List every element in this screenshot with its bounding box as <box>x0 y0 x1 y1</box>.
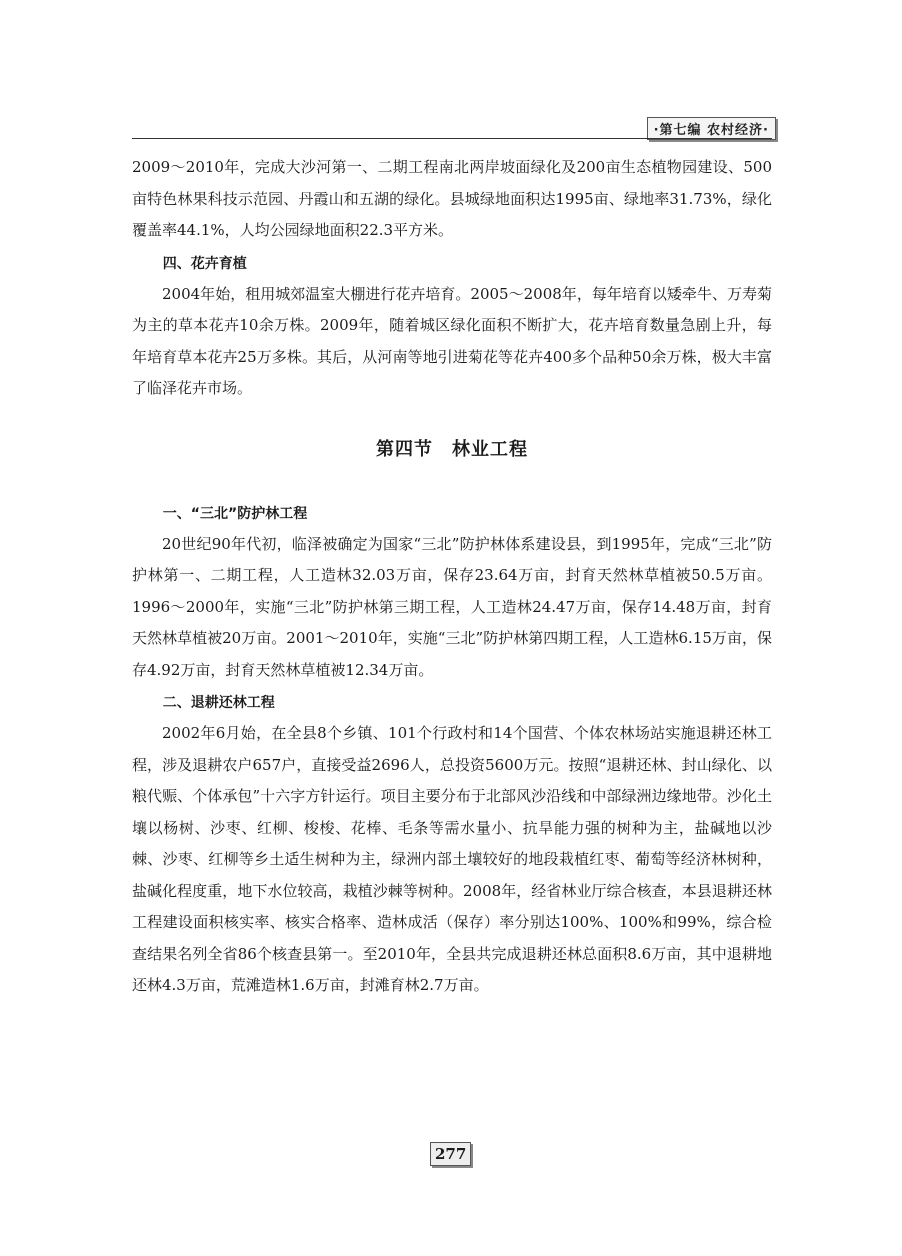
subsection-title-grain-to-green: 二、退耕还林工程 <box>162 695 275 711</box>
grain-to-green-paragraph: 2002年6月始，在全县8个乡镇、101个行政村和14个国营、个体农林场站实施退耕还林工程，涉及退耕农户657户，直接受益2696人，总投资5600万元。按照“退耕还林、封山绿化、以粮代赈、个体承包”十六字方针运行。项目主要分布于北部风沙沿线和中部绿洲边缘地带。沙化土壤以杨树、沙枣、红柳、梭梭、花棒、毛条等需水量小、抗旱能力强的树种为主，盐碱地以沙棘、沙枣、红柳等乡土适生树种为主，绿洲内部土壤较好的地段栽植红枣、葡萄等经济林树种，盐碱化程度重，地下水位较高，栽植沙棘等树种。2008年，经省林业厅综合核查，本县退耕还林工程建设面积核实率、核实合格率、造林成活（保存）率分别达100%、100%和99%，综合检查结果名列全省86个核查县第一。至2010年，全县共完成退耕还林总面积8.6万亩，其中退耕地还林4.3万亩，荒滩造林1.6万亩，封滩育林2.7万亩。 <box>132 724 772 994</box>
intro-paragraph: 2009～2010年，完成大沙河第一、二期工程南北两岸坡面绿化及200亩生态植物园建设、500亩特色林果科技示范园、丹霞山和五湖的绿化。县城绿地面积达1995亩、绿地率31.73%，绿化覆盖率44.1%，人均公园绿地面积22.3平方米。 <box>132 158 772 239</box>
subsection-title-flower-cultivation: 四、花卉育植 <box>162 255 247 272</box>
page-number: 277 <box>430 1142 471 1166</box>
subsection-title-three-north: 一、“三北”防护林工程 <box>162 505 308 522</box>
three-north-paragraph: 20世纪90年代初，临泽被确定为国家“三北”防护林体系建设县，到1995年，完成“三北”防护林第一、二期工程，人工造林32.03万亩，保存23.64万亩，封育天然林草植被50.5万亩。1996～2000年，实施“三北”防护林第三期工程，人工造林24.47万亩，保存14.48万亩，封育天然林草植被20万亩。2001～2010年，实施“三北”防护林第四期工程，人工造林6.15万亩，保存4.92万亩，封育天然林草植被12.34万亩。 <box>132 534 772 679</box>
flower-cultivation-paragraph: 2004年始，租用城郊温室大棚进行花卉培育。2005～2008年，每年培育以矮牵牛、万寿菊为主的草本花卉10余万株。2009年，随着城区绿化面积不断扩大，花卉培育数量急剧上升，每年培育草本花卉25万多株。其后，从河南等地引进菊花等花卉400多个品种50余万株，极大丰富了临泽花卉市场。 <box>132 284 772 397</box>
header-rule <box>132 138 772 139</box>
page-content <box>132 152 772 1002</box>
section-title: 第四节 林业工程 <box>376 438 528 460</box>
running-header: ·第七编 农村经济· <box>647 117 776 140</box>
